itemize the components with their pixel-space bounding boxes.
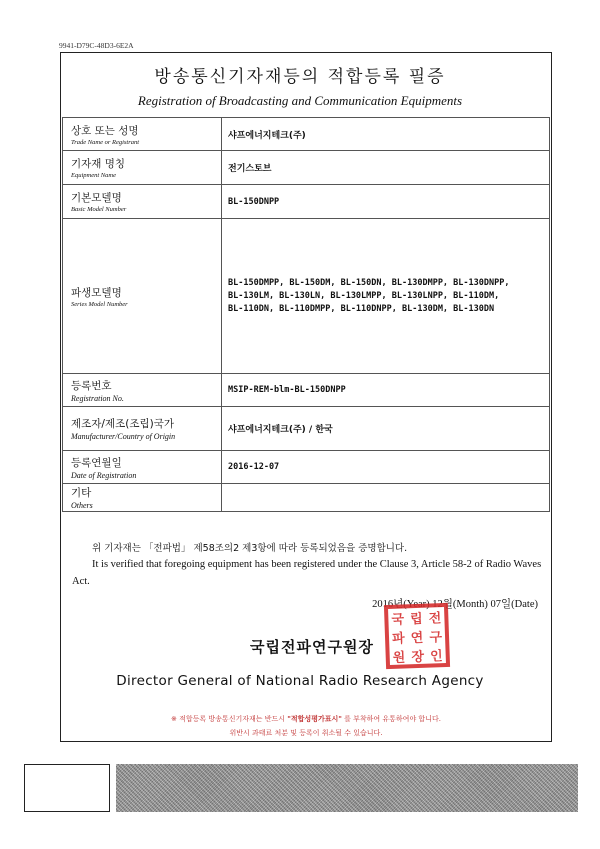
footer-blank-box [24,764,110,812]
row-others [63,484,550,512]
seal-char: 인 [429,649,443,665]
row-equipment-name [63,151,550,185]
series-model-line: BL-110DN, BL-110DMPP, BL-110DNPP, BL-130DM, BL-130DN [228,303,495,314]
label-basic-model-en: Basic Model Number [71,206,127,213]
label-manufacturer-ko: 제조자/제조(조립)국가 [71,418,175,430]
notice-line-1 [60,712,552,726]
seal-char: 장 [411,649,425,666]
label-trade-name-en: Trade Name or Registrant [71,138,140,146]
seal-char: 립 [409,611,423,628]
notice-line-2: 위반시 과태료 처분 및 등록이 취소될 수 있습니다. [229,729,383,737]
label-date-registration-en: Date of Registration [71,470,137,480]
value-date-registration: 2016-12-07 [222,451,550,484]
label-others-en: Others [71,501,93,510]
value-others [222,484,550,512]
seal-char: 연 [410,630,424,647]
row-trade-name [63,118,550,151]
label-equipment-name-ko: 기자재 명칭 [71,158,126,170]
notice-line-1-pre: ※ 적합등록 방송통신기자재는 반드시 [171,715,286,723]
label-registration-no-ko: 등록번호 [71,379,112,392]
label-series-model-en: Series Model Number [71,300,128,308]
label-trade-name-ko: 상호 또는 성명 [71,124,139,137]
title-korean: 방송통신기자재등의 적합등록 필증 [154,67,446,87]
series-model-line: BL-130LM, BL-130LN, BL-130LMPP, BL-130LNPP, BL-110DM, [228,290,500,301]
seal-char: 원 [392,650,406,666]
certification-statement-ko: 위 기자재는 「전파법」 제58조의2 제3항에 따라 등록되었음을 증명합니다. [92,543,408,554]
value-equipment-name: 전기스토브 [228,164,272,174]
row-manufacturer [63,407,550,451]
label-others-ko: 기타 [71,487,92,499]
title-english: Registration of Broadcasting and Communication Equipments [137,93,463,108]
certification-statement-en: It is verified that foregoing equipment has been registered under the Clause 3, Article 58-2 of Radio Waves Act. [72,559,542,587]
seal-char: 국 [391,612,405,628]
notice [60,712,552,740]
issuer-title-ko: 국립전파연구원장 [250,638,374,656]
label-equipment-name-en: Equipment Name [71,172,116,179]
row-basic-model [63,185,550,219]
label-series-model-ko: 파생모델명 [71,286,122,299]
series-model-line: BL-150DMPP, BL-150DM, BL-150DN, BL-130DMPP, BL-130DNPP, [228,277,510,288]
value-manufacturer: 샤프에너지테크(주) / 한국 [228,425,333,435]
notice-line-1-post: 를 부착하여 유통하여야 합니다. [344,715,441,723]
row-registration-no [63,374,550,407]
registration-table [62,117,550,512]
label-date-registration-ko: 등록연월일 [71,456,122,469]
value-trade-name: 샤프에너지테크(주) [228,130,306,141]
row-series-model [63,219,550,374]
label-registration-no-en: Registration No. [71,393,124,403]
issue-date: 2016년(Year) 12월(Month) 07일(Date) [372,599,538,610]
notice-mark-label: "적합성평가표시" [287,715,342,723]
official-seal [384,603,450,669]
value-registration-no: MSIP-REM-blm-BL-150DNPP [222,374,550,407]
label-basic-model-ko: 기본모델명 [71,192,122,204]
row-date-registration [63,451,550,484]
seal-char: 구 [429,630,443,646]
security-pattern-strip [116,764,578,812]
label-manufacturer-en: Manufacturer/Country of Origin [71,432,176,441]
document-id: 9941-D79C-48D3-6E2A [59,41,134,50]
seal-char: 전 [428,611,442,627]
seal-char: 파 [391,631,405,647]
issuer-title-en: Director General of National Radio Research Agency [116,673,484,689]
value-basic-model: BL-150DNPP [222,185,550,219]
